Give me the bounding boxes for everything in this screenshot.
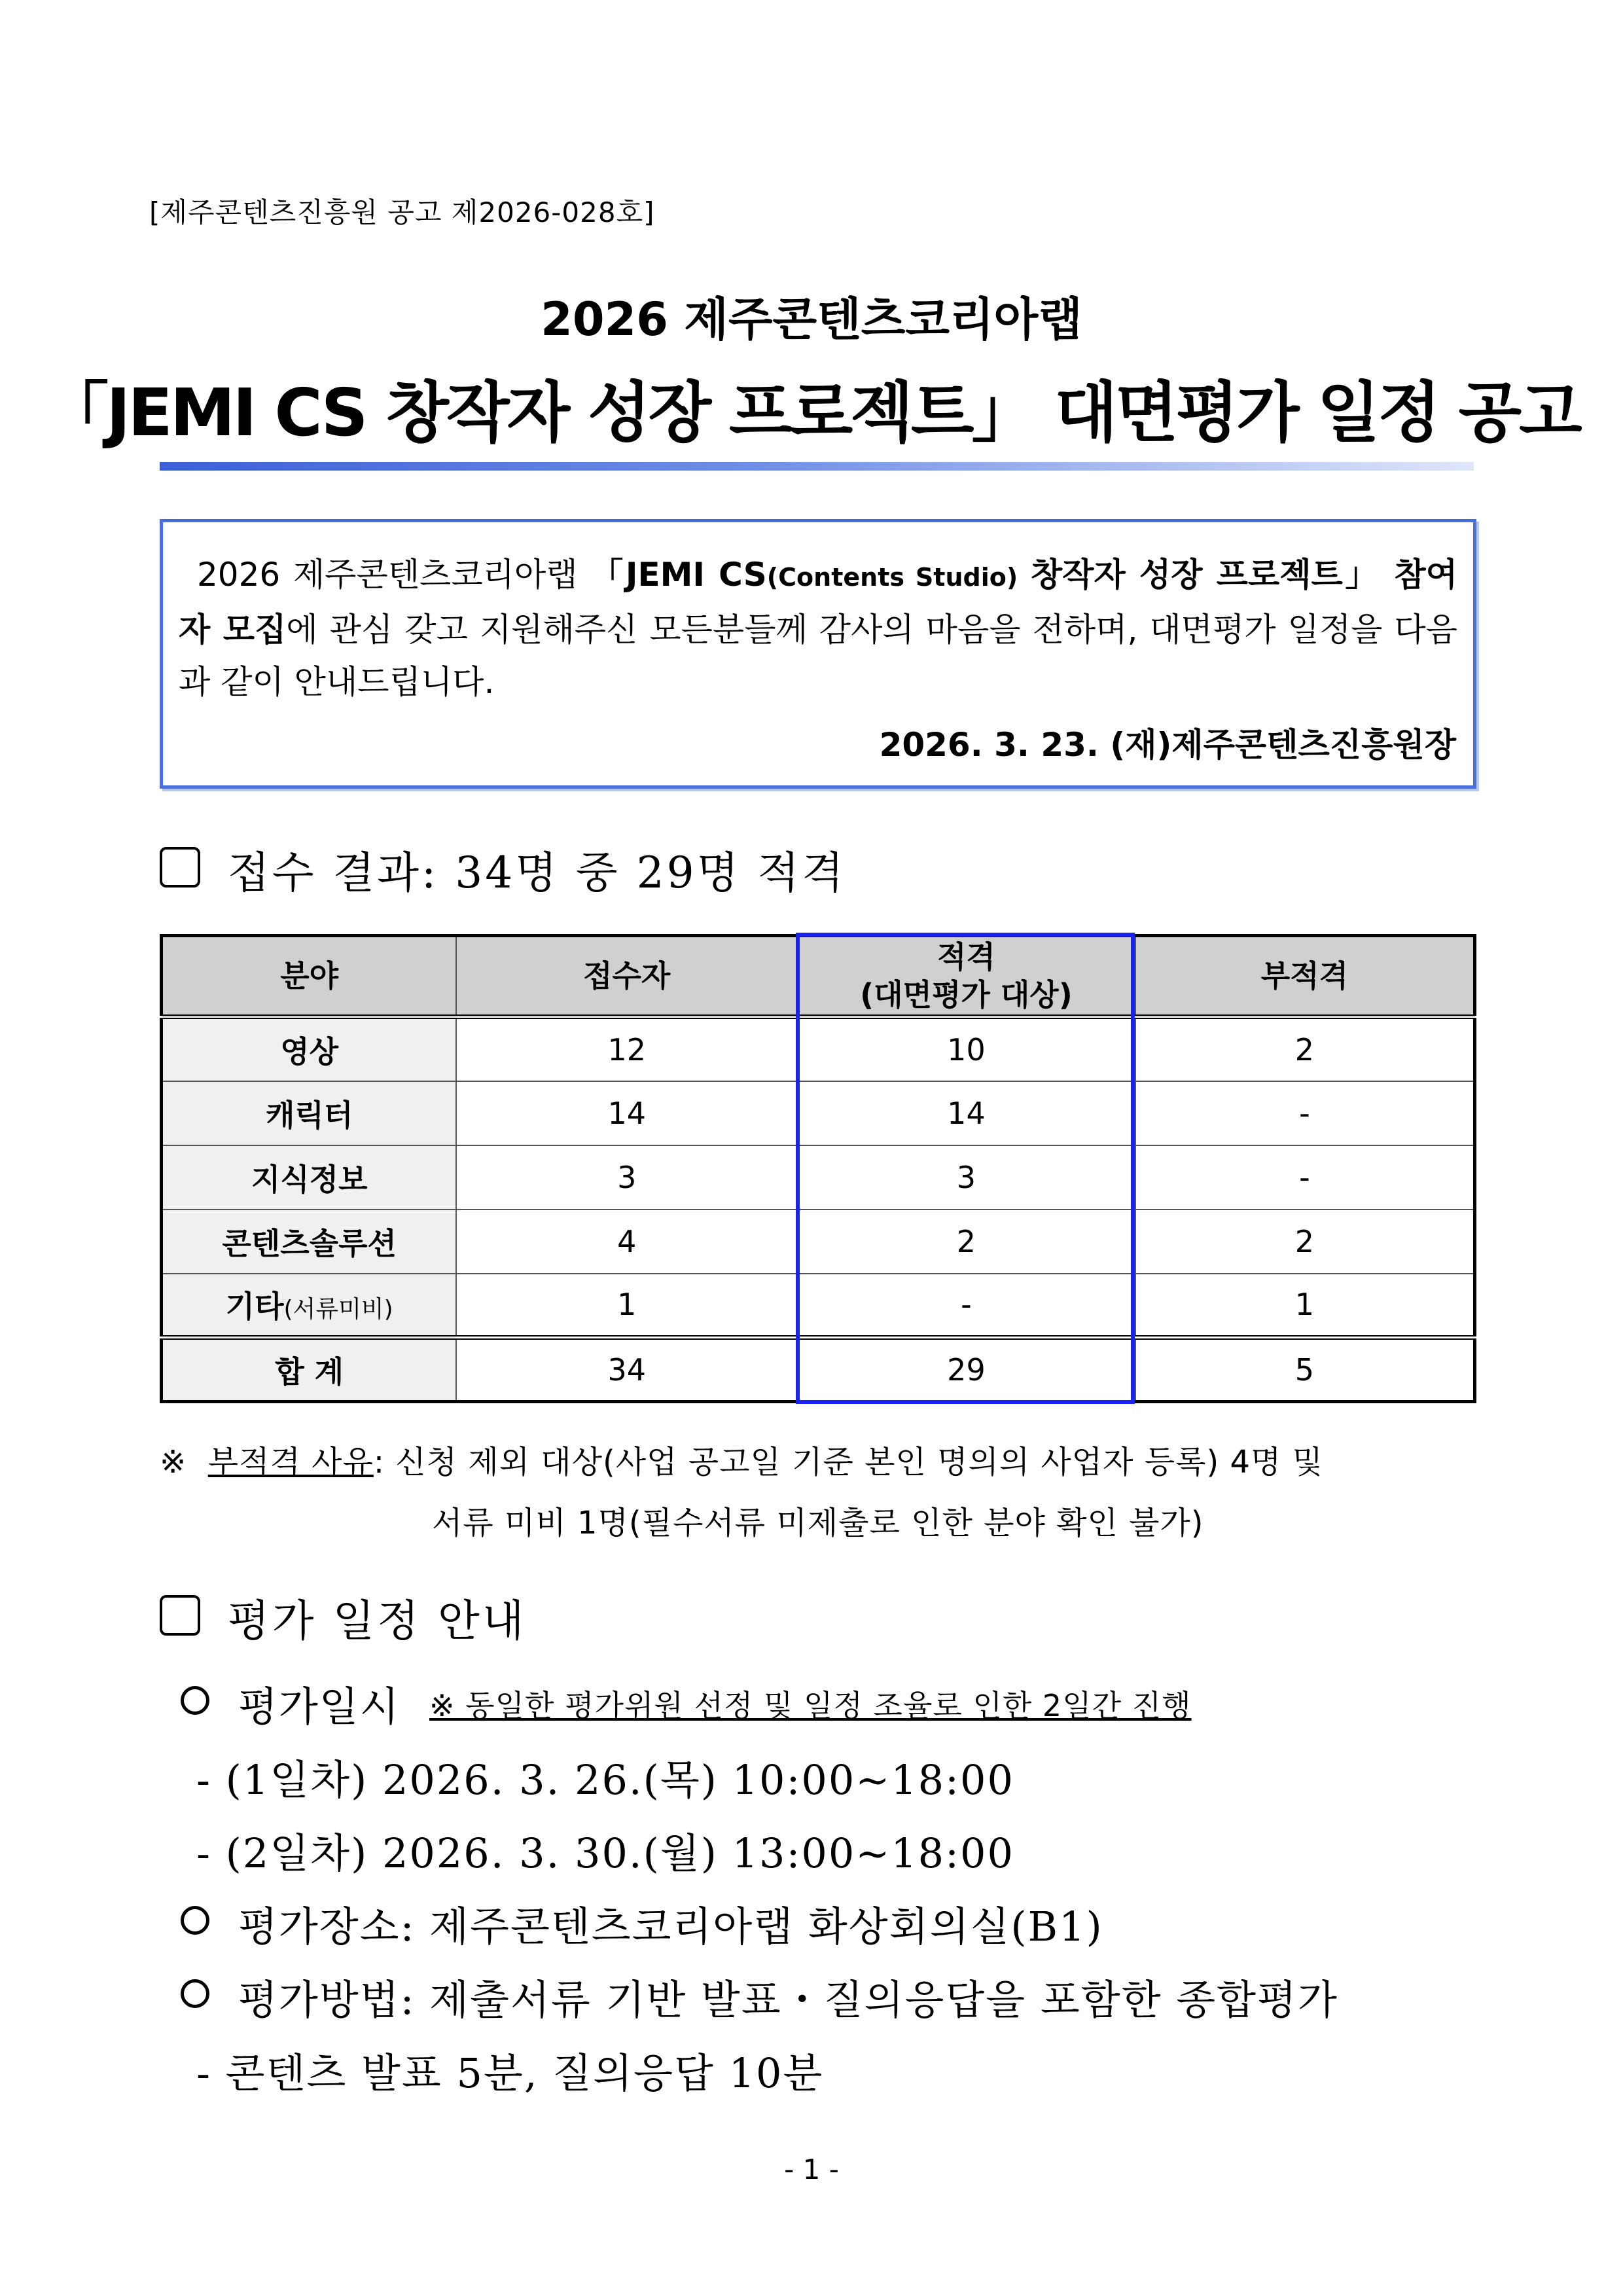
row-qualified: 10 xyxy=(797,1017,1135,1081)
evaluation-place: 평가장소: 제주콘텐츠코리아랩 화상회의실(B1) xyxy=(238,1903,1103,1950)
section-checkbox-icon xyxy=(160,847,200,888)
section-2-title: 평가 일정 안내 xyxy=(228,1596,527,1646)
row-disqualified: - xyxy=(1135,1081,1475,1145)
datetime-note: ※ 동일한 평가위원 선정 및 일정 조율로 인한 2일간 진행 xyxy=(429,1688,1192,1723)
qualified-column-highlight xyxy=(796,933,1135,1404)
intro-box xyxy=(160,519,1476,789)
row-field-note: (서류미비) xyxy=(283,1296,393,1323)
row-applicants: 3 xyxy=(456,1145,797,1210)
row-field: 영상 xyxy=(162,1017,457,1081)
schedule-day-1: - (1일차) 2026. 3. 26.(목) 10:00~18:00 xyxy=(196,1756,1014,1804)
row-qualified: 2 xyxy=(797,1210,1135,1274)
row-applicants: 1 xyxy=(456,1274,797,1338)
title-line-1: 2026 제주콘텐츠코리아랩 xyxy=(541,293,1082,346)
note-label: 부적격 사유 xyxy=(207,1444,374,1480)
title-divider xyxy=(160,462,1474,471)
row-disqualified: 2 xyxy=(1135,1210,1475,1274)
circle-bullet-icon xyxy=(181,1979,209,2008)
section-1-title: 접수 결과: 34명 중 29명 적격 xyxy=(228,848,846,898)
row-applicants: 14 xyxy=(456,1081,797,1145)
header-field: 분야 xyxy=(162,936,457,1017)
row-field: 콘텐츠솔루션 xyxy=(162,1210,457,1274)
row-field: 캐릭터 xyxy=(162,1081,457,1145)
row-disqualified: 1 xyxy=(1135,1274,1475,1338)
page-number: - 1 - xyxy=(784,2153,839,2185)
header-qualified-line-2: (대면평가 대상) xyxy=(860,977,1073,1013)
disqualification-note xyxy=(160,1437,1323,1482)
total-qualified: 29 xyxy=(797,1338,1135,1402)
row-field xyxy=(162,1274,457,1338)
row-disqualified: 2 xyxy=(1135,1017,1475,1081)
intro-text xyxy=(179,548,1457,708)
intro-part-2: 에 관심 갖고 지원해주신 모든분들께 감사의 마음을 전하며, 대면평가 일정을 다음과 같이 안내드립니다. xyxy=(179,611,1458,701)
schedule-day-2: - (2일차) 2026. 3. 30.(월) 13:00~18:00 xyxy=(196,1829,1014,1877)
intro-signature: 2026. 3. 23. (재)제주콘텐츠진흥원장 xyxy=(879,726,1456,764)
circle-bullet-icon xyxy=(181,1906,209,1935)
section-checkbox-icon xyxy=(160,1595,200,1636)
intro-part-1: 2026 제주콘텐츠코리아랩 xyxy=(197,556,578,594)
circle-bullet-icon xyxy=(181,1686,209,1715)
row-field-name: 기타 xyxy=(225,1289,284,1325)
intro-bold-2: 창작자 성장 프로젝트」 참여자 모집 xyxy=(179,556,1457,649)
notice-number: [제주콘텐츠진흥원 공고 제2026-028호] xyxy=(149,196,655,228)
intro-small: (Contents Studio) xyxy=(766,563,1018,592)
title-line-2: 「JEMI CS 창작자 성장 프로젝트」 대면평가 일정 공고 xyxy=(43,374,1580,451)
header-applicants: 접수자 xyxy=(456,936,797,1017)
row-qualified: 3 xyxy=(797,1145,1135,1210)
total-applicants: 34 xyxy=(456,1338,797,1402)
note-line-2: 서류 미비 1명(필수서류 미제출로 인한 분야 확인 불가) xyxy=(432,1505,1204,1541)
note-line-1: : 신청 제외 대상(사업 공고일 기준 본인 명의의 사업자 등록) 4명 및 xyxy=(373,1444,1324,1480)
row-qualified: - xyxy=(797,1274,1135,1338)
row-disqualified: - xyxy=(1135,1145,1475,1210)
note-mark: ※ xyxy=(160,1444,187,1480)
row-applicants: 12 xyxy=(456,1017,797,1081)
intro-bold-1: 「JEMI CS xyxy=(590,556,767,594)
row-qualified: 14 xyxy=(797,1081,1135,1145)
total-label: 합 계 xyxy=(162,1338,457,1402)
method-detail: - 콘텐츠 발표 5분, 질의응답 10분 xyxy=(196,2049,824,2097)
datetime-label: 평가일시 xyxy=(238,1683,401,1731)
header-disqualified: 부적격 xyxy=(1135,936,1475,1017)
row-field: 지식정보 xyxy=(162,1145,457,1210)
evaluation-method: 평가방법: 제출서류 기반 발표・질의응답을 포함한 종합평가 xyxy=(238,1976,1338,2024)
total-disqualified: 5 xyxy=(1135,1338,1475,1402)
row-applicants: 4 xyxy=(456,1210,797,1274)
header-qualified-line-1: 적격 xyxy=(937,939,995,975)
